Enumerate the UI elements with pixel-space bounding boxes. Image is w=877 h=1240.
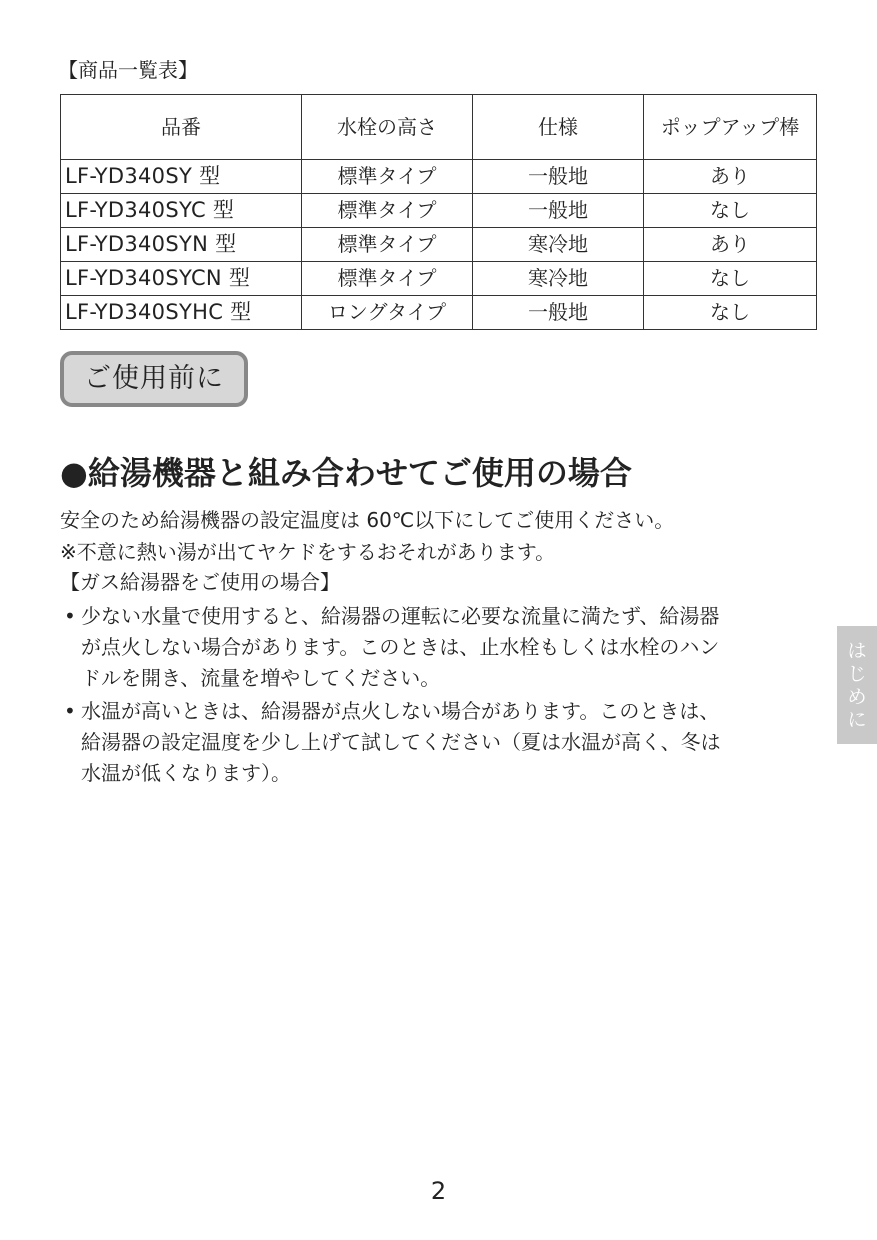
scald-warning-note: ※不意に熱い湯が出てヤケドをするおそれがあります。 — [60, 540, 556, 564]
before-use-badge: ご使用前に — [60, 351, 248, 407]
side-tab-char: じ — [847, 663, 867, 685]
cell-popup: あり — [644, 160, 817, 194]
cell-popup: なし — [644, 194, 817, 228]
side-tab-char: め — [847, 686, 867, 708]
bullet-line: ドルを開き、流量を増やしてください。 — [81, 666, 441, 690]
bullet-mark: • — [64, 699, 76, 723]
list-item — [64, 601, 820, 694]
bullet-mark: • — [64, 604, 76, 628]
bullet-line: 水温が低くなります）。 — [81, 761, 291, 785]
cell-popup: あり — [644, 228, 817, 262]
cell-height: ロングタイプ — [302, 296, 473, 330]
bullet-line: 給湯器の設定温度を少し上げて試してください（夏は水温が高く、冬は — [81, 730, 721, 754]
cell-height: 標準タイプ — [302, 160, 473, 194]
cell-model: LF-YD340SYC 型 — [61, 194, 302, 228]
cell-popup: なし — [644, 296, 817, 330]
page-number: 2 — [430, 1177, 447, 1205]
side-tab-char: は — [847, 640, 867, 662]
cell-height: 標準タイプ — [302, 262, 473, 296]
cell-model: LF-YD340SYCN 型 — [61, 262, 302, 296]
header-popup-rod: ポップアップ棒 — [644, 95, 817, 160]
header-model-number: 品番 — [61, 95, 302, 160]
table-row — [61, 194, 817, 228]
cell-spec: 一般地 — [473, 160, 644, 194]
table-header-row — [61, 95, 817, 160]
product-table — [60, 94, 817, 330]
bullet-line: が点火しない場合があります。このときは、止水栓もしくは水栓のハン — [81, 635, 720, 659]
header-faucet-height: 水栓の高さ — [302, 95, 473, 160]
cell-model: LF-YD340SY 型 — [61, 160, 302, 194]
table-row — [61, 160, 817, 194]
bullet-line: 水温が高いときは、給湯器が点火しない場合があります。このときは、 — [81, 699, 720, 723]
chapter-side-tab — [837, 626, 877, 744]
gas-heater-subheading: 【ガス給湯器をご使用の場合】 — [60, 570, 340, 594]
cell-spec: 一般地 — [473, 194, 644, 228]
cell-model: LF-YD340SYN 型 — [61, 228, 302, 262]
section-heading: ●給湯機器と組み合わせてご使用の場合 — [60, 454, 632, 492]
cell-spec: 寒冷地 — [473, 228, 644, 262]
cell-spec: 一般地 — [473, 296, 644, 330]
table-row — [61, 296, 817, 330]
cell-popup: なし — [644, 262, 817, 296]
header-specification: 仕様 — [473, 95, 644, 160]
cell-height: 標準タイプ — [302, 228, 473, 262]
cell-model: LF-YD340SYHC 型 — [61, 296, 302, 330]
table-row — [61, 228, 817, 262]
cell-spec: 寒冷地 — [473, 262, 644, 296]
list-item — [64, 696, 820, 789]
table-row — [61, 262, 817, 296]
side-tab-char: に — [847, 709, 867, 731]
bullet-line: 少ない水量で使用すると、給湯器の運転に必要な流量に満たず、給湯器 — [81, 604, 720, 628]
cell-height: 標準タイプ — [302, 194, 473, 228]
safety-paragraph: 安全のため給湯機器の設定温度は 60℃以下にしてご使用ください。 — [60, 508, 675, 532]
product-list-title: 【商品一覧表】 — [58, 58, 198, 82]
